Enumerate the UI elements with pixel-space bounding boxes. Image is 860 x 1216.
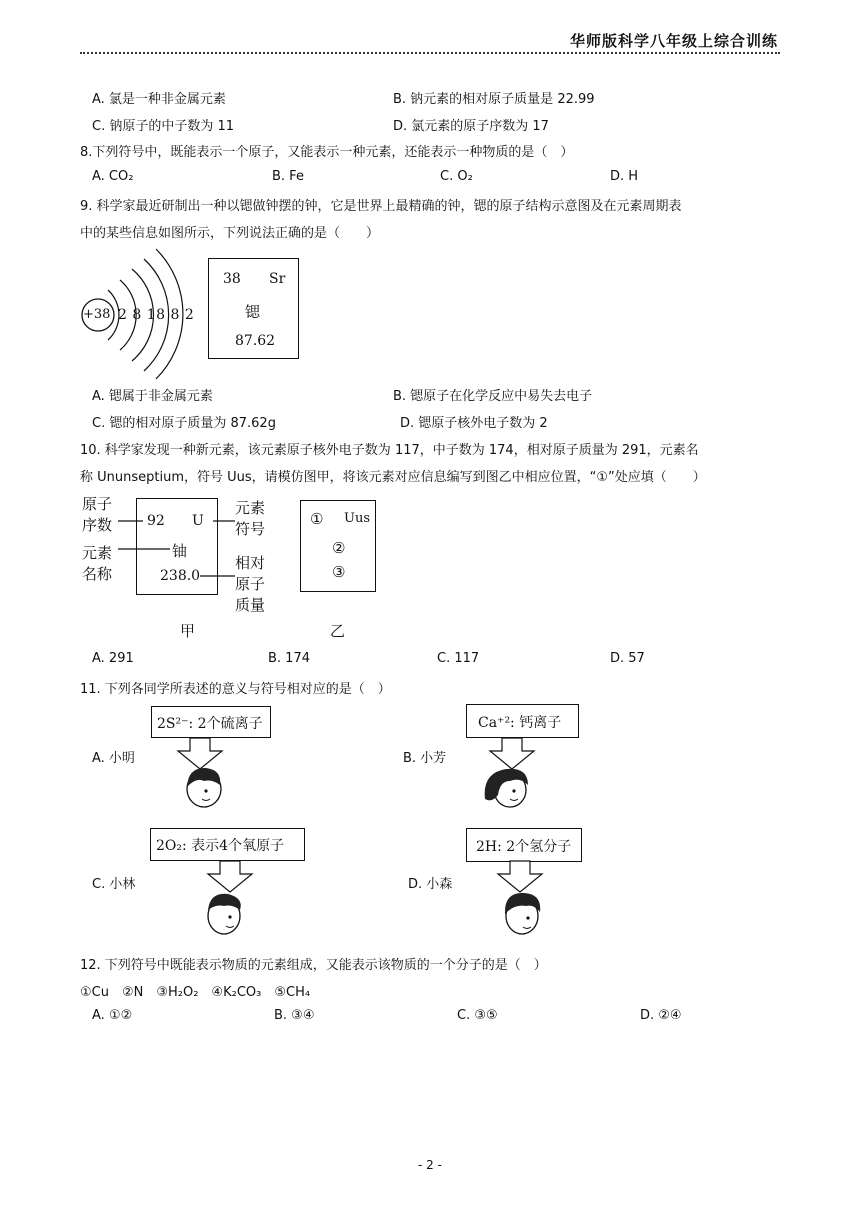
label-line: 原子 (235, 575, 266, 593)
q8-stem: 8.下列符号中，既能表示一个原子，又能表示一种元素，还能表示一种物质的是（ ） (80, 145, 574, 160)
label-line: 质量 (235, 596, 266, 614)
fig-jia-label-atomic-number (82, 494, 122, 536)
q10-option-c: C. 117 (437, 651, 480, 666)
q12-option-d: D. ②④ (640, 1008, 682, 1023)
sr-symbol: Sr (269, 271, 286, 287)
q11-student-c-figure (192, 860, 292, 936)
speech-arrow (208, 861, 252, 892)
q10-stem-line2: 称 Ununseptium，符号 Uus，请模仿图甲，将该元素对应信息编写到图乙中相应位置，“①”处应填（ ） (80, 470, 706, 485)
new-element-tile (300, 500, 376, 592)
label-line: 元素 (82, 544, 113, 562)
q7-option-d: D. 氯元素的原子序数为 17 (393, 119, 549, 134)
speech-arrow (178, 738, 222, 769)
document-header-title: 华师版科学八年级上综合训练 (569, 32, 778, 50)
q11-bubble-d (466, 828, 582, 862)
strontium-element-tile (208, 258, 299, 359)
label-line: 元素 (235, 499, 266, 517)
q9-option-d: D. 锶原子核外电子数为 2 (400, 416, 548, 431)
q8-option-d: D. H (610, 169, 639, 184)
fig-jia-caption: 甲 (180, 622, 196, 640)
yi-blank-3: ③ (332, 563, 346, 581)
label-line: 相对 (235, 554, 266, 572)
q11-stem: 11. 下列各同学所表述的意义与符号相对应的是（ ） (80, 682, 391, 697)
label-line: 符号 (235, 520, 266, 538)
speech-arrow (490, 738, 534, 769)
q7-option-a: A. 氯是一种非金属元素 (92, 92, 226, 107)
q8-option-c: C. O₂ (440, 169, 473, 184)
q11-bubble-a (151, 706, 271, 738)
q9-option-c: C. 锶的相对原子质量为 87.62g (92, 416, 276, 431)
q9-option-a: A. 锶属于非金属元素 (92, 389, 213, 404)
q11-student-a-figure (160, 737, 260, 809)
u-atomic-mass: 238.0 (160, 568, 201, 584)
q8-option-b: B. Fe (272, 169, 304, 184)
q11-bubble-a-text: 2S²⁻: 2个硫离子 (157, 716, 263, 732)
eye-shape (204, 789, 207, 792)
q7-option-b: B. 钠元素的相对原子质量是 22.99 (393, 92, 595, 107)
yi-blank-2: ② (332, 539, 346, 557)
sr-name: 锶 (245, 303, 261, 321)
q7-option-c: C. 钠原子的中子数为 11 (92, 119, 235, 134)
speech-arrow (498, 861, 542, 892)
q12-items: ①Cu ②N ③H₂O₂ ④K₂CO₃ ⑤CH₄ (80, 985, 311, 1000)
q11-bubble-c (150, 828, 305, 861)
fig-yi-caption: 乙 (330, 622, 346, 640)
uranium-element-tile (136, 498, 218, 595)
q10-option-d: D. 57 (610, 651, 645, 666)
fig-jia-label-element-symbol (235, 498, 275, 540)
q10-option-b: B. 174 (268, 651, 310, 666)
eye-shape (228, 915, 231, 918)
q11-student-d-figure (490, 860, 590, 936)
q9-stem-line1: 9. 科学家最近研制出一种以锶做钟摆的钟，它是世界上最精确的钟，锶的原子结构示意图及在元素周期表 (80, 199, 682, 214)
q10-stem-line1: 10. 科学家发现一种新元素，该元素原子核外电子数为 117，中子数为 174，相对原子质量为 291，元素名 (80, 443, 699, 458)
eye-shape (526, 916, 529, 919)
q9-option-b: B. 锶原子在化学反应中易失去电子 (393, 389, 593, 404)
q11-student-b-figure (470, 737, 570, 809)
sr-atomic-number: 38 (223, 271, 241, 287)
yi-blank-1: ① (310, 510, 324, 528)
q11-bubble-b (466, 704, 579, 738)
u-name: 铀 (172, 542, 188, 560)
fig-jia-label-atomic-mass (235, 553, 275, 616)
q11-bubble-d-text: 2H: 2个氢分子 (476, 839, 572, 855)
q12-option-b: B. ③④ (274, 1008, 315, 1023)
q11-option-d-label: D. 小森 (408, 877, 453, 892)
eye-shape (512, 789, 515, 792)
label-line: 序数 (82, 516, 113, 534)
q12-stem: 12. 下列符号中既能表示物质的元素组成，又能表示该物质的一个分子的是（ ） (80, 958, 547, 973)
q9-stem-line2: 中的某些信息如图所示，下列说法正确的是（ ） (80, 226, 380, 241)
q12-option-c: C. ③⑤ (457, 1008, 498, 1023)
q11-option-c-label: C. 小林 (92, 877, 136, 892)
q11-option-a-label: A. 小明 (92, 751, 135, 766)
header-dotted-rule (80, 52, 780, 54)
sr-atomic-mass: 87.62 (235, 333, 276, 349)
q10-option-a: A. 291 (92, 651, 134, 666)
yi-symbol: Uus (344, 511, 370, 526)
q11-bubble-c-text: 2O₂: 表示4个氧原子 (156, 838, 285, 854)
page-number: - 2 - (418, 1158, 442, 1172)
nucleus-charge-label: +38 (83, 307, 111, 322)
q12-option-a: A. ①② (92, 1008, 133, 1023)
q11-bubble-b-text: Ca⁺²: 钙离子 (478, 715, 562, 731)
fig-jia-label-element-name (82, 543, 122, 585)
electron-counts-label: 2 8 18 8 2 (118, 307, 195, 323)
u-symbol: U (192, 513, 204, 529)
label-line: 名称 (82, 565, 113, 583)
q8-option-a: A. CO₂ (92, 169, 134, 184)
label-line: 原子 (82, 495, 113, 513)
u-atomic-number: 92 (147, 513, 165, 529)
q11-option-b-label: B. 小芳 (403, 751, 447, 766)
